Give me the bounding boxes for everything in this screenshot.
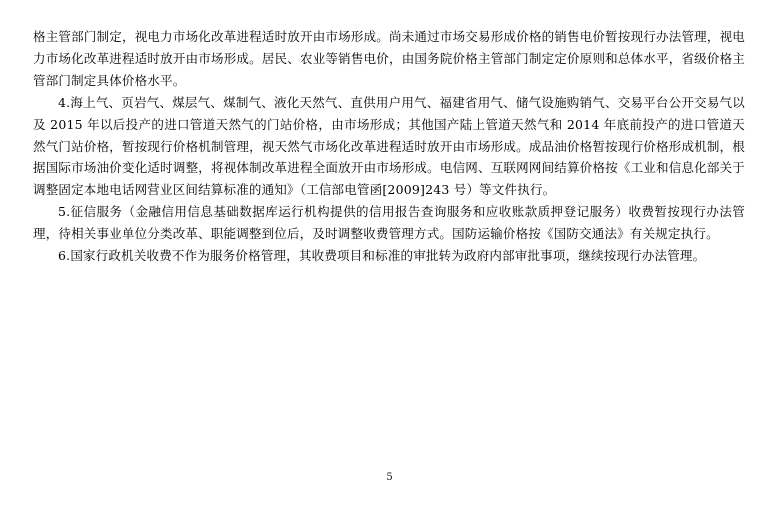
- document-body: [33, 26, 745, 267]
- paragraph-item-4: 4.海上气、页岩气、煤层气、煤制气、液化天然气、直供用户用气、福建省用气、储气设施购销气、交易平台公开交易气以及 2015 年以后投产的进口管道天然气的门站价格，由市场形成；其他国产陆上管道天然气和 2014 年底前投产的进口管道天然气门站价格，暂按现行价格机制管理，视天然气市场化改革进程适时放开由市场形成。成品油价格暂按现行价格形成机制，根据国际市场油价变化适时调整，将视体制改革进程全面放开由市场形成。电信网、互联网网间结算价格按《工业和信息化部关于调整固定本地电话网营业区间结算标准的通知》（工信部电管函[2009]243 号）等文件执行。: [33, 94, 745, 198]
- paragraph-continuation: 格主管部门制定，视电力市场化改革进程适时放开由市场形成。尚未通过市场交易形成价格的销售电价暂按现行办法管理，视电力市场化改革进程适时放开由市场形成。居民、农业等销售电价，由国务院价格主管部门制定定价原则和总体水平，省级价格主管部门制定具体价格水平。: [33, 29, 745, 88]
- page-number: 5: [386, 472, 393, 483]
- paragraph-item-5: 5.征信服务（金融信用信息基础数据库运行机构提供的信用报告查询服务和应收账款质押登记服务）收费暂按现行办法管理，待相关事业单位分类改革、职能调整到位后，及时调整收费管理方式。国防运输价格按《国防交通法》有关规定执行。: [33, 204, 745, 242]
- paragraph-item-6: 6.国家行政机关收费不作为服务价格管理，其收费项目和标准的审批转为政府内部审批事项，继续按现行办法管理。: [58, 248, 706, 264]
